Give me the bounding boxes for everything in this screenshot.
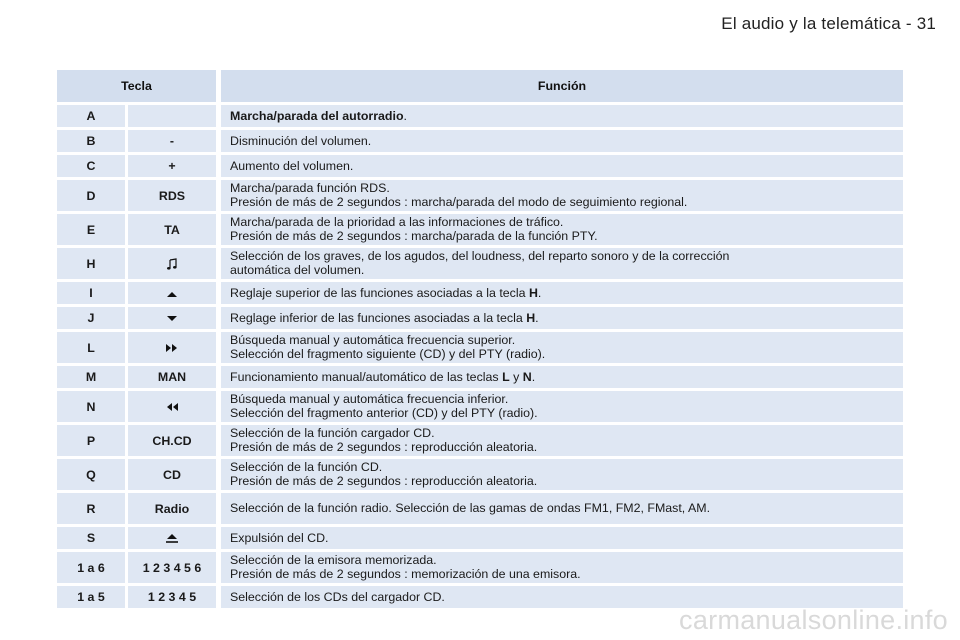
fast-forward-icon [165, 341, 179, 355]
key-label: 1 2 3 4 5 [125, 586, 216, 608]
description-line [230, 392, 895, 406]
function-description [216, 527, 903, 549]
description-line [230, 109, 895, 123]
table-row [57, 459, 903, 490]
key-letter: R [57, 493, 125, 524]
key-label: + [125, 155, 216, 177]
description-line [230, 311, 895, 325]
description-line [230, 531, 895, 545]
text-segment: . [537, 285, 542, 300]
key-symbol [125, 307, 216, 329]
description-line [230, 406, 895, 420]
key-letter: A [57, 105, 125, 127]
key-letter: H [57, 248, 125, 279]
bold-text: H [526, 310, 536, 325]
key-letter: 1 a 6 [57, 552, 125, 583]
table-row [57, 155, 903, 177]
bold-text: H [528, 285, 538, 300]
description-line [230, 195, 895, 209]
function-description [216, 391, 903, 422]
key-label: TA [125, 214, 216, 245]
watermark: carmanualsonline.info [679, 605, 948, 635]
key-letter: P [57, 425, 125, 456]
table-row [57, 282, 903, 304]
function-description [216, 180, 903, 211]
text-segment: Disminución del volumen. [230, 133, 372, 148]
section-title: El audio y la telemática - [721, 14, 912, 33]
bold-text: N [522, 369, 532, 384]
text-segment: Reglage inferior de las funciones asociadas a la tecla [230, 310, 527, 325]
description-line [230, 460, 895, 474]
page-number: 31 [916, 14, 936, 33]
text-segment: Selección de la función CD. [230, 460, 383, 474]
table-row [57, 552, 903, 583]
function-description [216, 105, 903, 127]
key-symbol [125, 332, 216, 363]
key-letter: Q [57, 459, 125, 490]
bold-text: Marcha/parada del autorradio [230, 108, 404, 123]
table-row [57, 332, 903, 363]
eject-icon [164, 531, 180, 545]
text-segment: . [531, 369, 536, 384]
text-segment: Selección de los graves, de los agudos, del loudness, del reparto sonoro y de la corrección [230, 249, 730, 263]
key-label: CD [125, 459, 216, 490]
text-segment: Selección de la función cargador CD. [230, 426, 435, 440]
description-line [230, 159, 895, 173]
text-segment: Marcha/parada de la prioridad a las informaciones de tráfico. [230, 215, 564, 229]
page-header [721, 14, 936, 34]
text-segment: Búsqueda manual y automática frecuencia inferior. [230, 392, 509, 406]
function-description [216, 248, 903, 279]
table-row [57, 425, 903, 456]
table-row [57, 105, 903, 127]
key-letter: M [57, 366, 125, 388]
column-header-function: Función [216, 70, 903, 102]
function-description [216, 493, 903, 524]
table-row [57, 180, 903, 211]
text-segment: . [403, 108, 407, 123]
text-segment: Marcha/parada función RDS. [230, 181, 390, 195]
key-letter: 1 a 5 [57, 586, 125, 608]
description-line [230, 229, 895, 243]
key-letter: N [57, 391, 125, 422]
key-label: CH.CD [125, 425, 216, 456]
text-segment: . [535, 310, 539, 325]
text-segment: y [509, 369, 523, 384]
description-line [230, 474, 895, 488]
bold-text: L [502, 369, 510, 384]
function-description [216, 332, 903, 363]
text-segment: Presión de más de 2 segundos : reproducción aleatoria. [230, 440, 538, 454]
key-label [125, 105, 216, 127]
function-table [57, 67, 903, 611]
description-line [230, 286, 895, 300]
description-line [230, 590, 895, 604]
text-segment: Expulsión del CD. [230, 530, 329, 545]
description-line [230, 501, 895, 515]
description-line [230, 347, 895, 361]
key-label: - [125, 130, 216, 152]
table-row [57, 527, 903, 549]
function-description [216, 130, 903, 152]
table-body [57, 105, 903, 608]
text-segment: Selección de la emisora memorizada. [230, 553, 437, 567]
rewind-icon [165, 400, 179, 414]
key-letter: S [57, 527, 125, 549]
description-line [230, 440, 895, 454]
text-segment: Búsqueda manual y automática frecuencia superior. [230, 333, 516, 347]
text-segment: Presión de más de 2 segundos : marcha/parada de la función PTY. [230, 229, 598, 243]
key-letter: L [57, 332, 125, 363]
key-letter: E [57, 214, 125, 245]
text-segment: Funcionamiento manual/automático de las teclas [230, 369, 503, 384]
function-description [216, 155, 903, 177]
description-line [230, 370, 895, 384]
text-segment: Reglaje superior de las funciones asociadas a la tecla [230, 285, 529, 300]
music-note-icon [166, 256, 178, 270]
table-row [57, 214, 903, 245]
chevron-up-icon [166, 286, 178, 300]
key-symbol [125, 391, 216, 422]
key-symbol [125, 282, 216, 304]
table-row [57, 366, 903, 388]
key-letter: J [57, 307, 125, 329]
text-segment: Selección del fragmento siguiente (CD) y del PTY (radio). [230, 347, 546, 361]
description-line [230, 426, 895, 440]
table-row [57, 130, 903, 152]
description-line [230, 553, 895, 567]
key-letter: B [57, 130, 125, 152]
text-segment: Presión de más de 2 segundos : reproducción aleatoria. [230, 474, 538, 488]
function-description [216, 459, 903, 490]
table-row [57, 307, 903, 329]
text-segment: Presión de más de 2 segundos : marcha/parada del modo de seguimiento regional. [230, 195, 688, 209]
key-symbol [125, 527, 216, 549]
function-description [216, 366, 903, 388]
key-letter: I [57, 282, 125, 304]
description-line [230, 134, 895, 148]
text-segment: Presión de más de 2 segundos : memorización de una emisora. [230, 567, 581, 581]
key-label: Radio [125, 493, 216, 524]
function-description [216, 214, 903, 245]
description-line [230, 249, 895, 263]
table-row [57, 391, 903, 422]
chevron-down-icon [166, 311, 178, 325]
key-symbol [125, 248, 216, 279]
function-description [216, 425, 903, 456]
text-segment: Selección de la función radio. Selección de las gamas de ondas FM1, FM2, FMast, AM. [230, 501, 711, 515]
column-header-key: Tecla [57, 70, 216, 102]
key-letter: D [57, 180, 125, 211]
table-header-row [57, 70, 903, 102]
description-line [230, 181, 895, 195]
key-label: MAN [125, 366, 216, 388]
table-row [57, 493, 903, 524]
function-description [216, 307, 903, 329]
key-label: RDS [125, 180, 216, 211]
text-segment: automática del volumen. [230, 263, 365, 277]
table-row [57, 248, 903, 279]
key-letter: C [57, 155, 125, 177]
description-line [230, 215, 895, 229]
function-description [216, 282, 903, 304]
key-label: 1 2 3 4 5 6 [125, 552, 216, 583]
text-segment: Selección del fragmento anterior (CD) y del PTY (radio). [230, 406, 538, 420]
function-description [216, 552, 903, 583]
description-line [230, 263, 895, 277]
description-line [230, 333, 895, 347]
text-segment: Aumento del volumen. [230, 158, 354, 173]
description-line [230, 567, 895, 581]
text-segment: Selección de los CDs del cargador CD. [230, 589, 445, 604]
